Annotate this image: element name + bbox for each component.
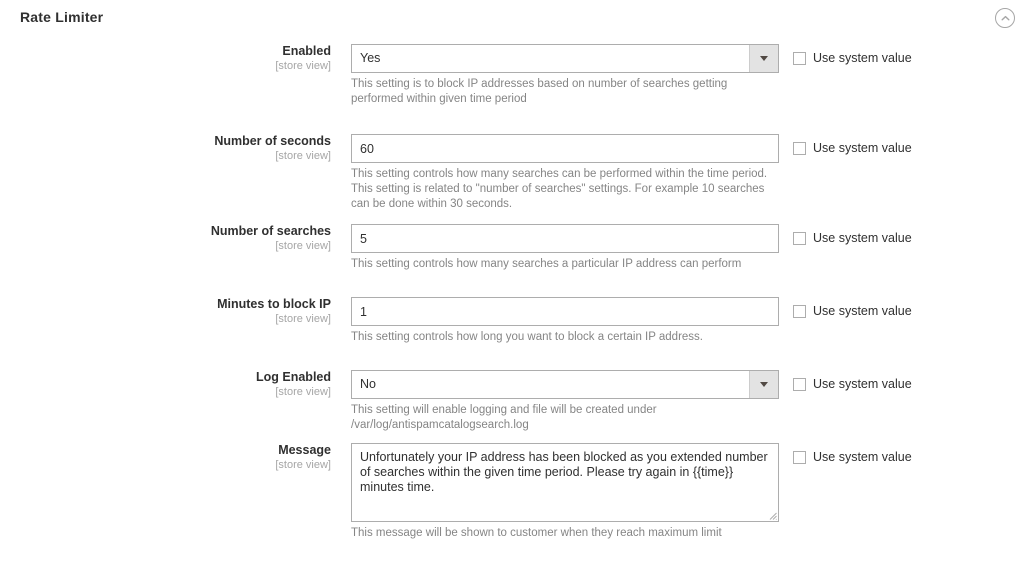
- chevron-up-circle-icon[interactable]: [995, 8, 1015, 28]
- use-system-value-message[interactable]: [793, 450, 912, 464]
- page-title: Rate Limiter: [20, 9, 104, 25]
- checkbox-icon[interactable]: [793, 451, 806, 464]
- field-row-log-enabled: [0, 370, 1024, 433]
- field-row-number-of-seconds: [0, 134, 1024, 214]
- chevron-down-icon[interactable]: [749, 45, 778, 72]
- use-system-value-label[interactable]: Use system value: [813, 450, 912, 464]
- section-header: [0, 0, 1024, 36]
- use-system-value-label[interactable]: Use system value: [813, 304, 912, 318]
- field-label-number-of-searches: [0, 224, 341, 253]
- use-system-value-number-of-searches[interactable]: [793, 231, 912, 245]
- field-label-minutes-to-block-ip: [0, 297, 341, 326]
- field-help-message: This message will be shown to customer when they reach maximum limit: [351, 527, 722, 539]
- use-system-value-enabled[interactable]: [793, 51, 912, 65]
- use-system-value-label[interactable]: Use system value: [813, 51, 912, 65]
- message-textarea-wrap: [351, 443, 779, 522]
- checkbox-icon[interactable]: [793, 232, 806, 245]
- checkbox-icon[interactable]: [793, 305, 806, 318]
- field-label-enabled: [0, 44, 341, 73]
- use-system-value-label[interactable]: Use system value: [813, 141, 912, 155]
- chevron-down-icon[interactable]: [749, 371, 778, 398]
- field-control-enabled: [351, 44, 779, 107]
- number-of-seconds-input[interactable]: [351, 134, 779, 163]
- use-system-value-log-enabled[interactable]: [793, 377, 912, 391]
- log-enabled-select-value: No: [360, 377, 376, 391]
- field-scope-text: [store view]: [275, 150, 331, 162]
- field-help-minutes-to-block-ip: This setting controls how long you want to block a certain IP address.: [351, 331, 704, 343]
- enabled-select-value: Yes: [360, 51, 381, 65]
- field-control-number-of-seconds: [351, 134, 779, 212]
- field-label-message: [0, 443, 341, 472]
- field-help-log-enabled: This setting will enable logging and file will be created under /var/log/antispamcatalogsearch.log: [351, 404, 657, 431]
- use-system-value-minutes-to-block-ip[interactable]: [793, 304, 912, 318]
- enabled-select[interactable]: [351, 44, 779, 73]
- field-label-text: Number of searches: [210, 224, 331, 238]
- field-row-number-of-searches: [0, 224, 1024, 287]
- checkbox-icon[interactable]: [793, 52, 806, 65]
- field-label-text: Minutes to block IP: [217, 297, 331, 311]
- use-system-value-label[interactable]: Use system value: [813, 231, 912, 245]
- field-scope-text: [store view]: [275, 386, 331, 398]
- use-system-value-label[interactable]: Use system value: [813, 377, 912, 391]
- field-label-number-of-seconds: [0, 134, 341, 163]
- field-scope-text: [store view]: [275, 60, 331, 72]
- field-label-text: Number of seconds: [214, 134, 331, 148]
- field-label-text: Message: [278, 443, 331, 457]
- field-control-number-of-searches: [351, 224, 779, 272]
- field-control-minutes-to-block-ip: [351, 297, 779, 345]
- field-scope-text: [store view]: [275, 459, 331, 471]
- log-enabled-select[interactable]: [351, 370, 779, 399]
- field-help-number-of-searches: This setting controls how many searches a particular IP address can perform: [351, 258, 742, 270]
- checkbox-icon[interactable]: [793, 378, 806, 391]
- settings-form: [0, 44, 1024, 563]
- field-scope-text: [store view]: [275, 240, 331, 252]
- minutes-to-block-ip-input[interactable]: [351, 297, 779, 326]
- number-of-searches-input[interactable]: [351, 224, 779, 253]
- field-control-log-enabled: [351, 370, 779, 433]
- field-control-message: [351, 443, 779, 541]
- checkbox-icon[interactable]: [793, 142, 806, 155]
- field-help-enabled: This setting is to block IP addresses based on number of searches getting performed within given time period: [351, 78, 728, 105]
- field-scope-text: [store view]: [275, 313, 331, 325]
- field-label-text: Enabled: [282, 44, 331, 58]
- field-label-text: Log Enabled: [256, 370, 331, 384]
- field-help-number-of-seconds: This setting controls how many searches can be performed within the time period. This setting is related to "number of searches" settings. For example 10 searches can be done within 30 seconds.: [351, 168, 768, 210]
- field-label-log-enabled: [0, 370, 341, 399]
- field-row-message: [0, 443, 1024, 553]
- message-textarea[interactable]: [351, 443, 779, 522]
- use-system-value-number-of-seconds[interactable]: [793, 141, 912, 155]
- field-row-enabled: [0, 44, 1024, 124]
- field-row-minutes-to-block-ip: [0, 297, 1024, 360]
